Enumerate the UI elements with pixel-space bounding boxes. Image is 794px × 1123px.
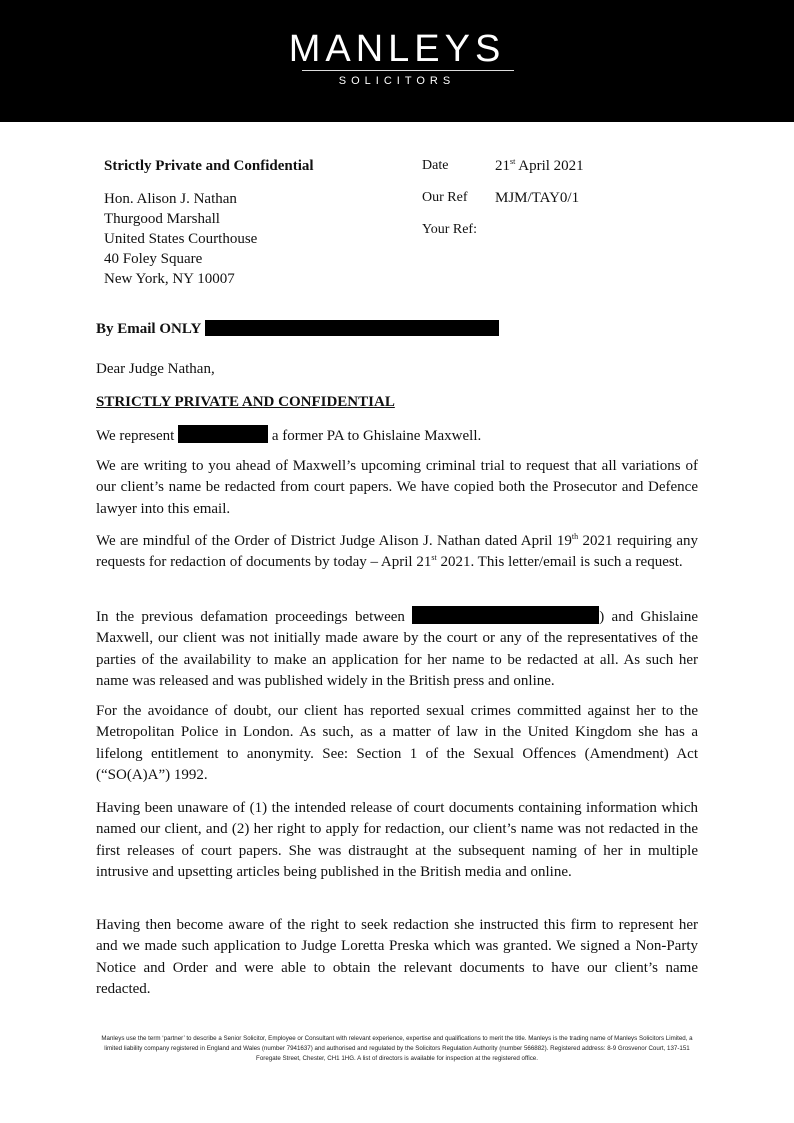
footer-legal-notice: Manleys use the term ‘partner’ to describe a Senior Solicitor, Employee or Consultant with relevant experience, expertise and qualifications to merit the title. Manleys is the trading name of Manleys Solicitors Limited, a limited liability company registered in England and Wales (number 7941637) and authorised and regulated by the Solicitors Regulation Authority (number 566882). Registered address: 8-9 Grosvenor Court, 137-151 Foregate Street, Chester, CH1 1HG. A list of directors is available for inspection at the registered office.: [101, 1035, 693, 1062]
our-ref-label: Our Ref: [422, 190, 468, 205]
by-email-line: By Email ONLY: [96, 320, 499, 338]
address-line: Hon. Alison J. Nathan: [104, 191, 237, 207]
recipient-address: [104, 189, 257, 289]
represent-line: We represent a former PA to Ghislaine Maxwell.: [96, 425, 481, 445]
redaction-bar: [205, 320, 499, 336]
redaction-bar: [412, 606, 599, 624]
paragraph-order: We are mindful of the Order of District Judge Alison J. Nathan dated April 19th 2021 requiring any requests for redaction of documents by today – April 21st 2021. This letter/email is such a request.: [96, 532, 699, 571]
paragraph-redaction-application: Having then become aware of the right to seek redaction she instructed this firm to represent her and we made such application to Judge Loretta Preska which was granted. We signed a Non-Party Notice and Order and were able to obtain the relevant documents to have our client’s name redacted.: [96, 917, 698, 997]
paragraph-anonymity: For the avoidance of doubt, our client has reported sexual crimes committed against her to the Metropolitan Police in London. As such, as a matter of law in the United Kingdom she has a lifelong entitlement to anonymity. See: Section 1 of the Sexual Offences (Amendment) Act (“SO(A)A”) 1992.: [96, 703, 698, 783]
firm-logo: MANLEYS: [288, 28, 506, 70]
address-line: Thurgood Marshall: [104, 211, 220, 227]
subject-heading: STRICTLY PRIVATE AND CONFIDENTIAL: [96, 394, 395, 410]
date-label: Date: [422, 158, 449, 173]
redaction-bar: [178, 425, 268, 443]
paragraph-request: We are writing to you ahead of Maxwell’s upcoming criminal trial to request that all variations of our client’s name be redacted from court papers. We have copied both the Prosecutor and Defence lawyer into this email.: [96, 458, 698, 517]
confidential-heading: Strictly Private and Confidential: [104, 158, 314, 174]
firm-logo-subtitle: SOLICITORS: [338, 75, 456, 87]
letterhead-banner: [0, 0, 794, 122]
our-ref-value: MJM/TAY0/1: [495, 190, 580, 206]
address-line: New York, NY 10007: [104, 271, 235, 287]
date-value: 21st April 2021: [495, 157, 584, 174]
address-line: United States Courthouse: [104, 231, 258, 247]
logo-divider: [302, 70, 514, 71]
salutation: Dear Judge Nathan,: [96, 361, 215, 377]
your-ref-label: Your Ref:: [422, 222, 477, 237]
paragraph-defamation: In the previous defamation proceedings between ) and Ghislaine Maxwell, our client was not initially made aware by the court or any of the representatives of the parties of the availability to make an application for her name to be redacted at all. As such her name was released and was published widely in the British press and online.: [96, 606, 698, 692]
address-line: 40 Foley Square: [104, 251, 203, 267]
paragraph-unaware: Having been unaware of (1) the intended release of court documents containing information which named our client, and (2) her right to apply for redaction, our client’s name was not redacted in the first releases of court papers. She was distraught at the subsequent naming of her in multiple intrusive and upsetting articles being published in the British media and online.: [96, 800, 698, 880]
